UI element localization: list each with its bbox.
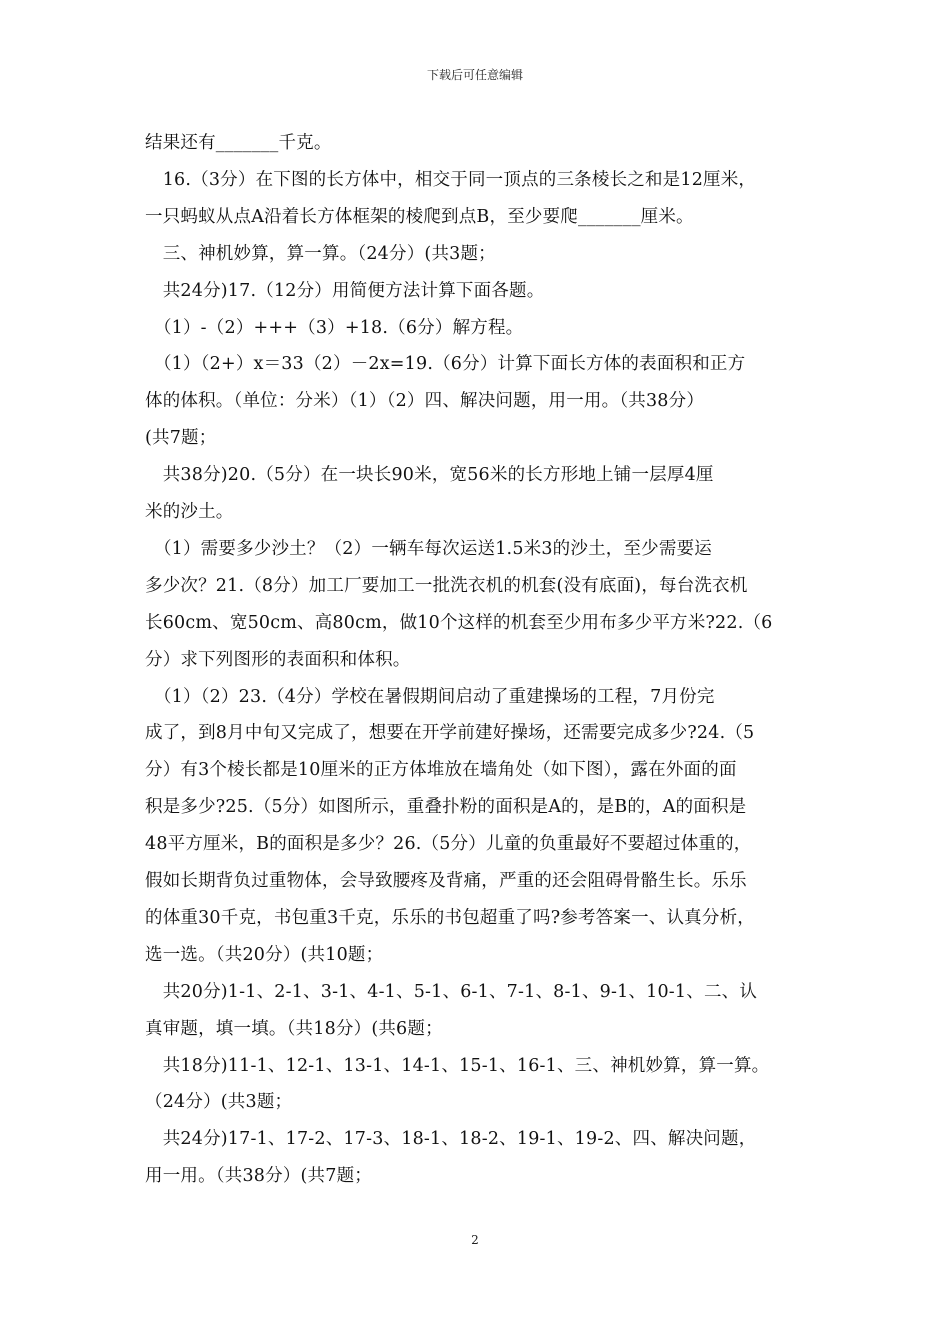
text-line: 的体重30千克，书包重3千克，乐乐的书包超重了吗?参考答案一、认真分析， bbox=[145, 907, 755, 928]
text-line: （1）（2+）x＝33（2）－2x=19.（6分）计算下面长方体的表面积和正方 bbox=[145, 354, 746, 375]
page-number: 2 bbox=[471, 1233, 479, 1247]
text-line: 共24分)17.（12分）用简便方法计算下面各题。 bbox=[145, 280, 545, 301]
text-line: 假如长期背负过重物体，会导致腰疼及背痛，严重的还会阻碍骨骼生长。乐乐 bbox=[145, 871, 747, 891]
text-line: （1）-（2）+++（3）+18.（6分）解方程。 bbox=[145, 317, 524, 338]
text-line: 共18分)11-1、12-1、13-1、14-1、15-1、16-1、三、神机妙算，算一算。 bbox=[145, 1055, 770, 1076]
text-line: 长60cm、宽50cm、高80cm，做10个这样的机套至少用布多少平方米?22.（6 bbox=[145, 612, 773, 633]
text-line: 分）求下列图形的表面积和体积。 bbox=[145, 649, 411, 670]
text-line: 共24分)17-1、17-2、17-3、18-1、18-2、19-1、19-2、四、解决问题， bbox=[145, 1129, 757, 1150]
text-line: 成了，到8月中旬又完成了，想要在开学前建好操场，还需要完成多少?24.（5 bbox=[145, 723, 755, 744]
text-line: （1）需要多少沙土？（2）一辆车每次运送1.5米3的沙土，至少需要运 bbox=[145, 538, 712, 559]
text-line: 三、神机妙算，算一算。（24分）(共3题； bbox=[145, 243, 496, 264]
text-line: 一只蚂蚁从点A沿着长方体框架的棱爬到点B，至少要爬_______厘米。 bbox=[145, 206, 694, 227]
text-line: 体的体积。（单位：分米）（1）（2）四、解决问题，用一用。（共38分） bbox=[145, 391, 705, 412]
text-line: 共20分)1-1、2-1、3-1、4-1、5-1、6-1、7-1、8-1、9-1、10-1、二、认 bbox=[145, 981, 758, 1002]
text-line: 多少次？21.（8分）加工厂要加工一批洗衣机的机套(没有底面)，每台洗衣机 bbox=[145, 575, 748, 596]
text-line: （1）（2）23.（4分）学校在暑假期间启动了重建操场的工程，7月份完 bbox=[145, 686, 715, 707]
text-line: 16.（3分）在下图的长方体中，相交于同一顶点的三条棱长之和是12厘米， bbox=[145, 169, 757, 190]
text-line: 结果还有_______千克。 bbox=[145, 133, 332, 153]
text-line: 用一用。（共38分）(共7题； bbox=[145, 1166, 372, 1187]
text-line: 米的沙土。 bbox=[145, 502, 234, 522]
text-line: 真审题，填一填。（共18分）(共6题； bbox=[145, 1018, 443, 1039]
text-line: (共7题； bbox=[145, 428, 217, 449]
text-line: 共38分)20.（5分）在一块长90米，宽56米的长方形地上铺一层厚4厘 bbox=[145, 465, 714, 486]
text-line: （24分）(共3题； bbox=[145, 1092, 293, 1113]
text-line: 48平方厘米，B的面积是多少？26.（5分）儿童的负重最好不要超过体重的， bbox=[145, 834, 752, 855]
text-line: 积是多少?25.（5分）如图所示，重叠扑粉的面积是A的，是B的，A的面积是 bbox=[145, 797, 747, 818]
text-line: 选一选。（共20分）(共10题； bbox=[145, 944, 384, 965]
text-line: 分）有3个棱长都是10厘米的正方体堆放在墙角处（如下图），露在外面的面 bbox=[145, 760, 737, 781]
page-header: 下载后可任意编辑 bbox=[426, 68, 523, 82]
